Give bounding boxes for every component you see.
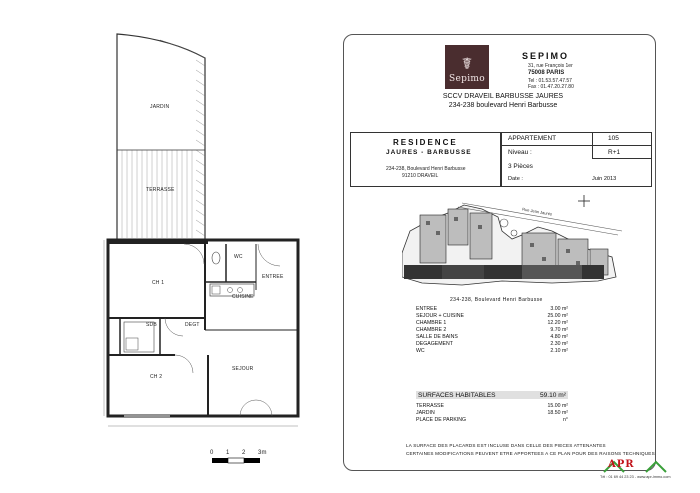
date-value: Juin 2013	[592, 176, 617, 182]
note-line: LA SURFACE DES PLACARDS EST INCLUSE DANS CELLE DES PIECES ATTENANTES	[406, 443, 606, 448]
surface-row	[416, 320, 568, 326]
scale-label: 0	[210, 450, 214, 456]
company-fax: Fax : 01.47.20.27.80	[528, 84, 574, 90]
residence-title: RESIDENCE	[393, 138, 458, 147]
annex-label: JARDIN	[416, 410, 435, 416]
annex-row	[416, 417, 568, 423]
surface-row	[416, 306, 568, 312]
agency-contact: Tél : 01 69 44 23 23 - www.apr-immo.com	[600, 475, 671, 479]
residence-subtitle: JAURES - BARBUSSE	[386, 149, 472, 156]
surface-row	[416, 327, 568, 333]
room-label-terrasse: TERRASSE	[146, 187, 175, 193]
surface-row	[416, 313, 568, 319]
info-values-col	[592, 132, 652, 159]
annex-value: n°	[563, 417, 568, 423]
surface-row	[416, 341, 568, 347]
date-label: Date :	[508, 176, 523, 182]
room-label-ch2: CH 2	[150, 374, 163, 380]
niveau-value: R+1	[608, 149, 621, 156]
annex-row	[416, 410, 568, 416]
map-caption: 234-238, Boulevard Henri Barbusse	[450, 297, 543, 303]
annex-label: TERRASSE	[416, 403, 444, 409]
surface-label: SEJOUR + CUISINE	[416, 313, 464, 319]
company-address-line: 31, rue François 1er	[528, 63, 573, 69]
company-name: SEPIMO	[522, 51, 570, 61]
company-address-line: 75008 PARIS	[528, 70, 565, 76]
note-line: CERTAINES MODIFICATIONS PEUVENT ETRE APPORTEES A CE PLAN POUR DES RAISONS TECHNIQUES	[406, 451, 655, 456]
room-label-wc: WC	[234, 254, 243, 260]
residence-address: 234-238, Boulevard Henri Barbusse	[386, 166, 466, 172]
annex-value: 18.50 m²	[547, 410, 568, 416]
situation-map-drawing	[402, 191, 628, 295]
surface-label: WC	[416, 348, 425, 354]
appartement-label: APPARTEMENT	[508, 135, 557, 142]
room-label-jardin: JARDIN	[150, 104, 170, 110]
room-label-sdb: SDB	[146, 322, 157, 328]
annex-row	[416, 403, 568, 409]
program-name: SCCV DRAVEIL BARBUSSE JAURES	[442, 93, 564, 100]
scale-label: 1	[226, 450, 230, 456]
surface-value: 2.10 m²	[550, 348, 568, 354]
surface-label: CHAMBRE 2	[416, 327, 447, 333]
surface-value: 12.20 m²	[547, 320, 568, 326]
surface-value: 4.80 m²	[550, 334, 568, 340]
scale-label: 2	[242, 450, 246, 456]
surface-habitable-row	[416, 391, 568, 399]
surface-label: CHAMBRE 1	[416, 320, 447, 326]
company-phone: Tel : 01.53.57.47.57	[528, 78, 572, 84]
pieces-count: 3 Pièces	[508, 163, 533, 170]
room-label-ch1: CH 1	[152, 280, 165, 286]
surface-value: 9.70 m²	[550, 327, 568, 333]
room-label-cuisine: CUISINE	[232, 294, 254, 300]
surface-label: ENTREE	[416, 306, 438, 312]
room-label-degt: DEGT	[185, 322, 200, 328]
program-address: 234-238 boulevard Henri Barbusse	[448, 102, 558, 109]
surface-value: 3.00 m²	[550, 306, 568, 312]
surface-value: 2.30 m²	[550, 341, 568, 347]
floor-plan-drawing	[0, 0, 335, 493]
apartment-sheet	[343, 34, 656, 471]
annex-label: PLACE DE PARKING	[416, 417, 467, 423]
annex-value: 15.00 m²	[547, 403, 568, 409]
logo-mark-icon: ☤	[461, 54, 473, 73]
surface-label: SALLE DE BAINS	[416, 334, 458, 340]
logo-text: Sepimo	[449, 74, 485, 84]
appartement-value: 105	[608, 135, 619, 142]
program-header	[440, 92, 566, 110]
room-label-sejour: SEJOUR	[232, 366, 254, 372]
sepimo-logo	[445, 45, 489, 89]
surface-row	[416, 348, 568, 354]
surface-habitable-label: SURFACES HABITABLES	[418, 391, 496, 399]
surface-value: 25.00 m²	[547, 313, 568, 319]
scale-label: 3m	[258, 450, 267, 456]
niveau-label: Niveau :	[508, 149, 532, 156]
surface-label: DEGAGEMENT	[416, 341, 453, 347]
floor-plan	[0, 0, 335, 493]
room-label-entree: ENTREE	[262, 274, 284, 280]
residence-city: 91210 DRAVEIL	[402, 173, 439, 179]
agency-name: APR	[608, 459, 635, 470]
map-street-label: Rue Jean Jaurès	[521, 206, 553, 217]
situation-map	[402, 191, 628, 295]
surface-row	[416, 334, 568, 340]
surface-habitable-value: 59.10 m²	[539, 391, 566, 399]
